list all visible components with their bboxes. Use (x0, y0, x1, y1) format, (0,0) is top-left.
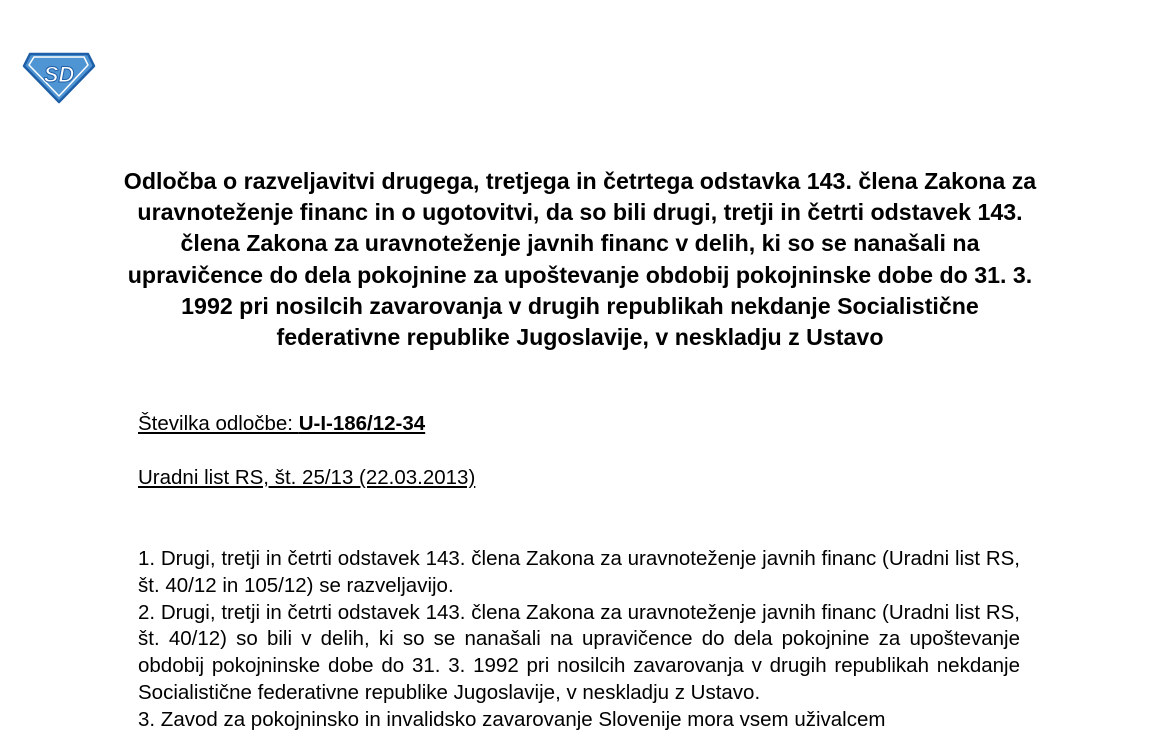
document-body (138, 546, 1020, 734)
decision-number-line (138, 411, 425, 437)
paragraph-3: 3. Zavod za pokojninsko in invalidsko zavarovanje Slovenije mora vsem uživalcem (138, 707, 886, 731)
official-gazette: Uradni list RS, št. 25/13 (22.03.2013) (138, 466, 476, 489)
paragraph-2: 2. Drugi, tretji in četrti odstavek 143. člena Zakona za uravnoteženje javnih financ (Uradni list RS, št. 40/12) so bili v delih, ki so se nanašali na upravičence do dela pokojnine za upoštevanje obdobij pokojninske dobe do 31. 3. 1992 pri nosilcih zavarovanja v drugih republikah nekdanje Socialistične federativne republike Jugoslavije, v neskladju z Ustavo. (138, 600, 1020, 704)
decision-number: U-I-186/12-34 (298, 412, 426, 435)
sd-logo-icon (22, 48, 96, 104)
paragraph-1: 1. Drugi, tretji in četrti odstavek 143. člena Zakona za uravnoteženje javnih financ (Uradni list RS, št. 40/12 in 105/12) se razveljavijo. (138, 547, 1020, 597)
logo-text: SD (43, 62, 75, 87)
sd-logo (22, 48, 96, 104)
document-title: Odločba o razveljavitvi drugega, tretjega in četrtega odstavka 143. člena Zakona za uravnoteženje financ in o ugotovitvi, da so bili drugi, tretji in četrti odstavek 143. člena Zakona za uravnoteženje javnih financ v delih, ki so se nanašali na upravičence do dela pokojnine za upoštevanje obdobij pokojninske dobe do 31. 3. 1992 pri nosilcih zavarovanja v drugih republikah nekdanje Socialistične federativne republike Jugoslavije, v neskladju z Ustavo (123, 168, 1037, 351)
decision-number-label: Številka odločbe: (138, 412, 299, 435)
